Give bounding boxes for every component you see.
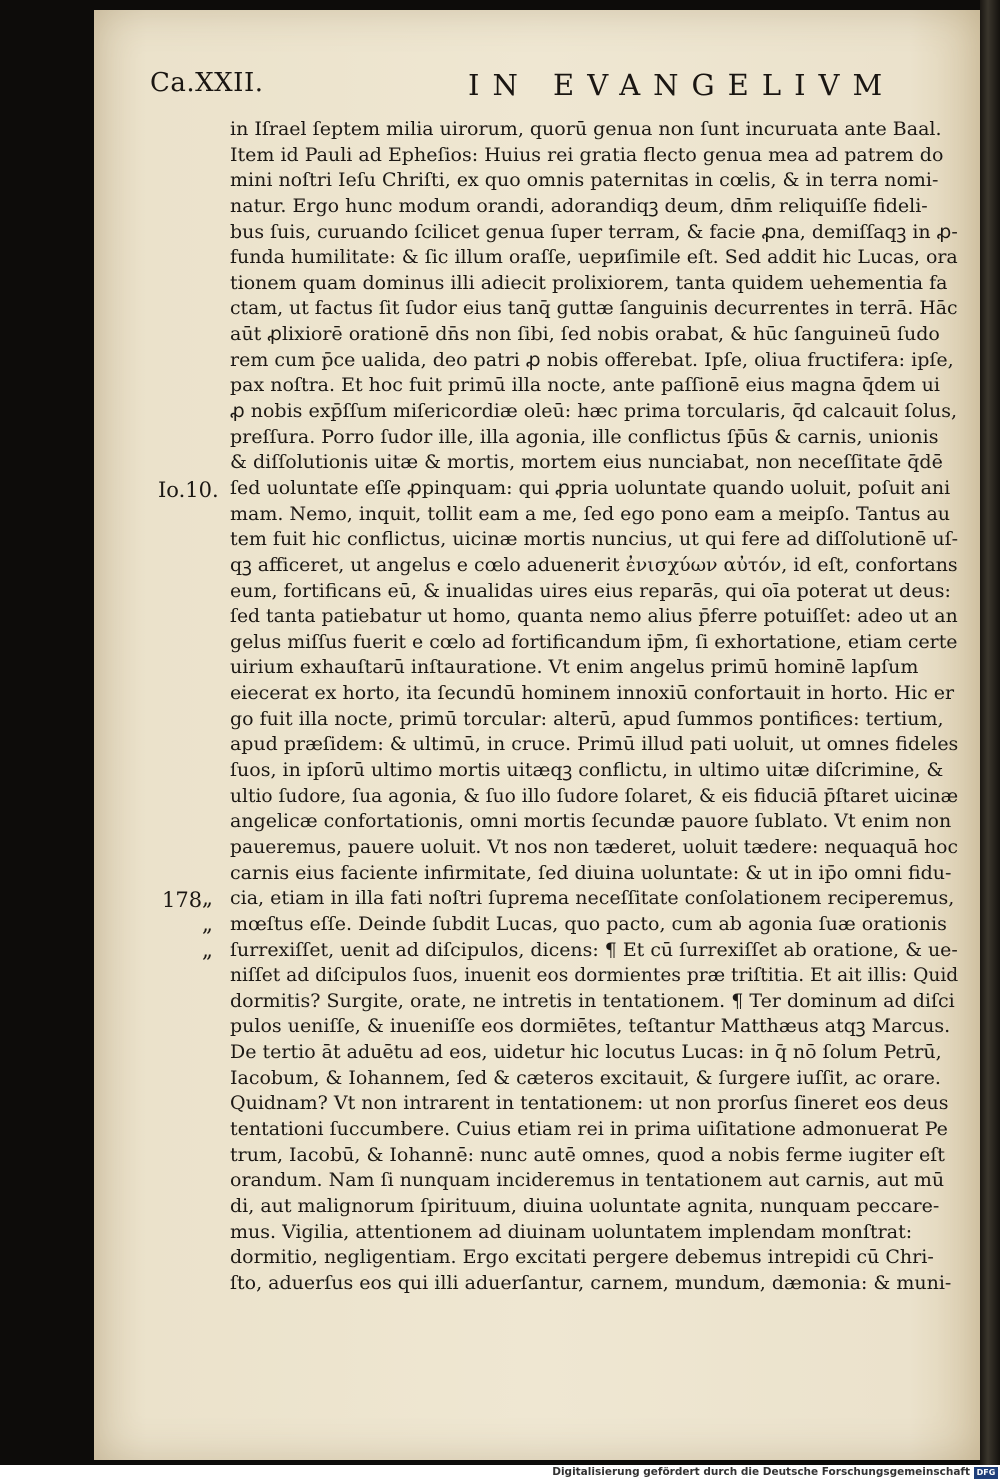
text-line: tionem quam dominus illi adiecit prolixiorem, tanta quidem uehementia fa: [230, 271, 948, 294]
text-line: eiecerat ex horto, ita ſecundū hominem innoxiū confortauit in horto. Hic er: [230, 682, 955, 705]
text-line: Item id Pauli ad Epheſios: Huius rei gratia flecto genua mea ad patrem do: [230, 143, 944, 166]
text-line: gelus miſſus fuerit e cœlo ad fortificandum ip̄m, ſi exhortatione, etiam certe: [230, 630, 958, 653]
text-line: orandum. Nam ſi nunquam incideremus in tentationem aut carnis, aut mū: [230, 1169, 945, 1192]
margin-quote-mark: „: [202, 912, 213, 936]
margin-verse-number: 178: [162, 888, 203, 912]
text-line: qꝫ afficeret, ut angelus e cœlo aduenerit ἐνισχύων αὐτόν, id eſt, confortans: [230, 553, 958, 576]
text-line: tem fuit hic conflictus, uicinæ mortis nuncius, ut qui fere ad diſſolutionē uſ-: [230, 528, 959, 551]
text-line: & diſſolutionis uitæ & mortis, mortem eius nunciabat, non neceſſitate q̄dē: [230, 451, 943, 474]
text-line: cia, etiam in illa fati noſtri ſuprema neceſſitate conſolationem reciperemus,: [230, 887, 955, 910]
chapter-label: Ca.XXII.: [150, 68, 264, 98]
text-line: angelicæ confortationis, omni mortis ſecundæ pauore ſublato. Vt enim non: [230, 810, 952, 833]
text-line: ultio ſudore, ſua agonia, & ſuo illo ſudore ſolaret, & eis fiduciā p̄ſtaret uicinæ: [230, 784, 959, 807]
text-line: ſuos, in ipſorū ultimo mortis uitæqꝫ conflictu, in ultimo uitæ diſcrimine, &: [230, 759, 944, 782]
text-line: ſed uoluntate eſſe ꝓpinquam: qui ꝓpria uoluntate quando uoluit, poſuit ani: [230, 476, 951, 499]
text-line: natur. Ergo hunc modum orandi, adorandiqꝫ deum, dn̄m reliquiſſe fideli-: [230, 194, 928, 217]
text-line: di, aut malignorum ſpirituum, diuina uoluntate agnita, nunquam peccare-: [230, 1194, 940, 1217]
text-line: eum, fortificans eū, & inualidas uires eius reparās, qui oīa poterat ut deus:: [230, 579, 951, 602]
text-line: aūt ꝓlixiorē orationē dn̄s non ſibi, ſed nobis orabat, & hūc ſanguineū ſudo: [230, 323, 940, 346]
text-line: pulos ueniſſe, & inueniſſe eos dormiētes, teſtantur Matthæus atqꝫ Marcus.: [230, 1015, 951, 1038]
text-line: uirium exhauſtarū inſtauratione. Vt enim angelus primū hominē lapſum: [230, 656, 919, 679]
text-line: funda humilitate: & ſic illum oraſſe, uериſimile eſt. Sed addit hic Lucas, ora: [230, 246, 958, 269]
text-line: mam. Nemo, inquit, tollit eam a me, ſed ego pono eam a meipſo. Tantus au: [230, 502, 951, 525]
text-line: pax noſtra. Et hoc fuit primū illa nocte, ante paſſionē eius magna q̄dem ui: [230, 374, 940, 397]
text-line: niſſet ad diſcipulos ſuos, inuenit eos dormientes præ triſtitia. Et ait illis: Quid: [230, 964, 959, 987]
text-line: ſed tanta patiebatur ut homo, quanta nemo alius p̄ferre potuiſſet: adeo ut an: [230, 605, 958, 628]
margin-reference-john: Io.10.: [158, 478, 219, 502]
text-line: mus. Vigilia, attentionem ad diuinam uoluntatem implendam monſtrat:: [230, 1220, 913, 1243]
text-line: dormitio, negligentiam. Ergo excitati pergere debemus intrepidi cū Chri-: [230, 1246, 934, 1269]
running-header: [150, 68, 896, 108]
dfg-logo: DFG: [974, 1467, 998, 1479]
body-text: [230, 117, 960, 1296]
footer-credit: Digitalisierung gefördert durch die Deutsche Forschungsgemeinschaft: [552, 1466, 970, 1478]
text-line: Quidnam? Vt non intrarent in tentationem: ut non prorſus ſineret eos deus: [230, 1092, 949, 1115]
text-line: paueremus, pauere uoluit. Vt nos non tæderet, uoluit tædere: nequaquā hoc: [230, 835, 958, 858]
text-line: ctam, ut factus ſit ſudor eius tanq̄ guttæ ſanguinis decurrentes in terrā. Hāc: [230, 297, 958, 320]
text-line: ſto, aduerſus eos qui illi aduerſantur, carnem, mundum, dæmonia: & muni-: [230, 1271, 952, 1294]
text-line: rem cum p̄ce ualida, deo patri ꝓ nobis offerebat. Ipſe, oliua fructifera: ipſe,: [230, 348, 954, 371]
text-line: mini noſtri Ieſu Chriſti, ex quo omnis paternitas in cœlis, & in terra nomi-: [230, 169, 939, 192]
text-line: dormitis? Surgite, orate, ne intretis in tentationem. ¶ Ter dominum ad diſci: [230, 989, 955, 1012]
running-title: IN EVANGELIVM: [468, 68, 896, 102]
text-line: apud præſidem: & ultimū, in cruce. Primū illud pati uoluit, ut omnes fideles: [230, 733, 959, 756]
text-line: Iacobum, & Iohannem, ſed & cæteros excitauit, & ſurgere iuſſit, ac orare.: [230, 1066, 941, 1089]
text-line: ſurrexiſſet, uenit ad diſcipulos, dicens: ¶ Et cū ſurrexiſſet ab oratione, & ue-: [230, 938, 958, 961]
text-line: in Iſrael ſeptem milia uirorum, quorū genua non ſunt incuruata ante Baal.: [230, 118, 942, 140]
margin-quote-mark: „: [202, 886, 213, 910]
text-line: trum, Iacobū, & Iohannē: nunc autē omnes, quod a nobis ferme iugiter eſt: [230, 1143, 945, 1166]
text-line: carnis eius faciente infirmitate, ſed diuina uoluntate: & ut in ip̄o omni fidu-: [230, 861, 952, 884]
text-line: ꝓ nobis exp̄ſſum miſericordiæ oleū: hæc prima torcularis, q̄d calcauit ſolus,: [230, 400, 958, 423]
margin-quote-mark: „: [202, 938, 213, 962]
text-line: bus ſuis, curuando ſcilicet genua ſuper terram, & facie ꝓna, demiſſaqꝫ in ꝓ-: [230, 220, 958, 243]
text-line: mœſtus eſſe. Deinde ſubdit Lucas, quo pacto, cum ab agonia ſuæ orationis: [230, 912, 947, 935]
text-line: go fuit illa nocte, primū torcular: alterū, apud ſummos pontifices: tertium,: [230, 707, 944, 730]
text-line: De tertio āt aduētu ad eos, uidetur hic locutus Lucas: in q̄ nō ſolum Petrū,: [230, 1041, 942, 1064]
page-edge: [980, 0, 1000, 1465]
text-line: preſſura. Porro ſudor ille, illa agonia, ille conflictus ſp̄ūs & carnis, unionis: [230, 425, 939, 448]
text-line: tentationi ſuccumbere. Cuius etiam rei in prima uiſitatione admonuerat Pe: [230, 1117, 948, 1140]
